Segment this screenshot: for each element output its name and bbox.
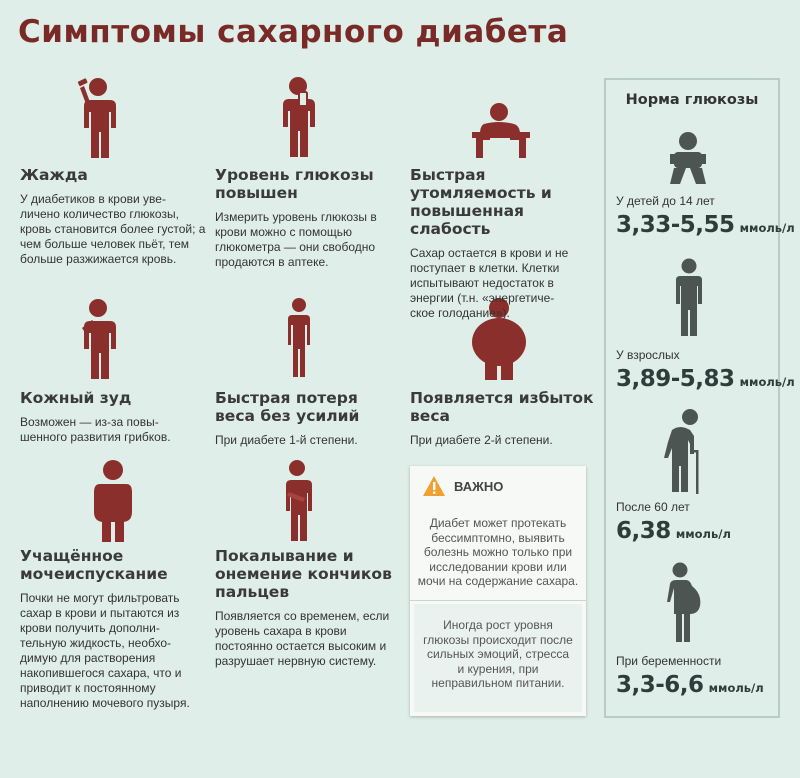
norm-value-children	[616, 212, 795, 238]
adult-icon	[674, 258, 704, 340]
symptom-fatigue	[410, 166, 600, 321]
symptom-text: При диабете 2-й степени.	[410, 433, 553, 447]
norm-unit: ммоль/л	[739, 221, 795, 235]
important-note-text: Иногда рост уровня глюкозы происходит после сильных эмоций, стресса и курения, при неправильном питании.	[423, 618, 573, 690]
important-box	[410, 466, 586, 716]
tired-person-icon	[470, 102, 532, 160]
pregnant-woman-icon	[664, 562, 704, 644]
symptom-text: У диабетиков в крови уве- личено количество глюкозы, кровь становится более густой; а чем больше человек пьёт, тем больше разжижается кровь.	[20, 192, 206, 266]
symptom-weight-loss	[215, 389, 401, 448]
symptom-title: Уровень глюкозы повышен	[215, 166, 374, 202]
symptom-thirst	[20, 166, 206, 267]
norm-unit: ммоль/л	[708, 681, 764, 695]
norm-number: 3,3-6,6	[616, 672, 704, 698]
important-header	[410, 466, 586, 508]
symptom-text: Сахар остается в крови и не поступает в клетки. Клетки испытывают недостаток в энергии (т.н. «энергетиче- ское голодание»).	[410, 246, 569, 320]
warning-icon	[422, 475, 446, 502]
baby-icon	[668, 132, 708, 190]
norm-label-children: У детей до 14 лет	[616, 194, 715, 208]
itching-person-icon	[78, 296, 122, 382]
symptom-title: Кожный зуд	[20, 389, 132, 407]
norm-value-adults	[616, 366, 795, 392]
norm-unit: ммоль/л	[675, 527, 731, 541]
elderly-person-icon	[662, 408, 706, 494]
norm-number: 3,33-5,55	[616, 212, 735, 238]
norm-value-over60	[616, 518, 731, 544]
symptom-urination	[20, 547, 206, 711]
symptom-text: Почки не могут фильтровать сахар в крови и пытаются из крови получить дополни- тельную жидкость, необхо- димую для растворения накопившегося сахара, что и приводит к постоянному наполнению мочевого пузыря.	[20, 591, 190, 710]
symptom-title: Жажда	[20, 166, 88, 184]
norm-number: 3,89-5,83	[616, 366, 735, 392]
norm-title: Норма глюкозы	[625, 92, 759, 108]
symptom-title: Быстрая потеря веса без усилий	[215, 389, 360, 425]
symptom-itching	[20, 389, 206, 445]
symptom-text: Измерить уровень глюкозы в крови можно с помощью глюкометра — они свободно продаются в аптеке.	[215, 210, 377, 269]
norm-label-over60: После 60 лет	[616, 500, 690, 514]
symptom-text: Возможен — из-за повы- шенного развития грибков.	[20, 415, 171, 444]
symptom-text: При диабете 1-й степени.	[215, 433, 358, 447]
norm-number: 6,38	[616, 518, 671, 544]
norm-value-pregnancy	[616, 672, 764, 698]
symptom-title: Покалывание и онемение кончиков пальцев	[215, 547, 392, 601]
symptom-tingling	[215, 547, 395, 669]
norm-label-pregnancy: При беременности	[616, 654, 722, 668]
glucometer-person-icon	[279, 74, 323, 160]
norm-label-adults: У взрослых	[616, 348, 680, 362]
important-note	[414, 604, 582, 712]
symptom-title: Быстрая утомляемость и повышенная слабость	[410, 166, 552, 238]
tingling-person-icon	[279, 458, 315, 544]
important-text: Диабет может протекать бессимптомно, выявить болезнь можно только при исследовании крови или мочи на содержание сахара.	[417, 516, 579, 588]
drinking-person-icon	[76, 74, 122, 160]
divider	[410, 600, 586, 601]
glucose-norm-panel	[604, 78, 795, 718]
symptom-glucose	[215, 166, 395, 270]
symptom-weight-gain	[410, 389, 596, 448]
norm-unit: ммоль/л	[739, 375, 795, 389]
important-label: ВАЖНО	[454, 479, 504, 494]
symptom-text: Появляется со временем, если уровень сахара в крови постоянно остается высоким и разрушает нервную систему.	[215, 609, 390, 668]
urination-person-icon	[88, 458, 138, 544]
thin-person-icon	[283, 296, 315, 382]
symptom-title: Учащённое мочеиспускание	[20, 547, 168, 583]
symptom-title: Появляется избыток веса	[410, 389, 594, 425]
page-title: Симптомы сахарного диабета	[18, 14, 569, 50]
